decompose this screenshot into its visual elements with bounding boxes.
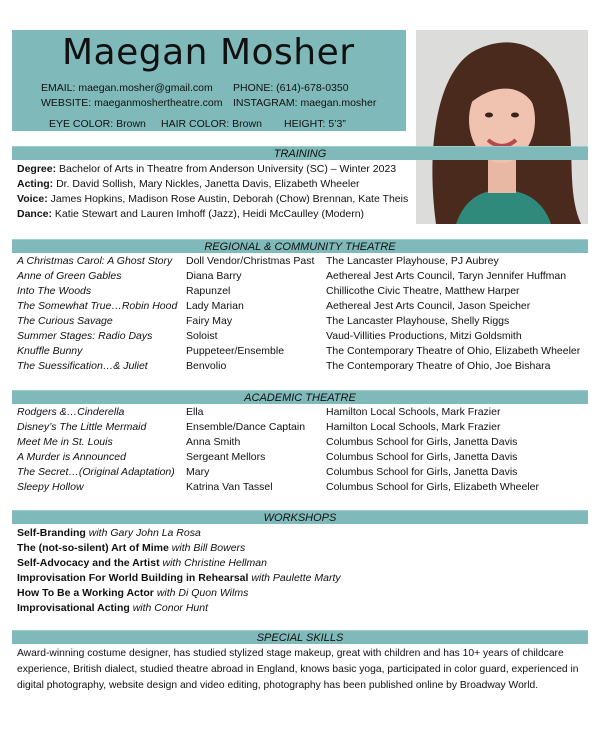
credit-row — [17, 344, 592, 359]
workshop-name: How To Be a Working Actor — [17, 587, 154, 599]
workshop-item — [17, 586, 341, 601]
academic-header: ACADEMIC THEATRE — [12, 390, 588, 404]
workshops-list — [17, 526, 341, 616]
role: Mary — [186, 466, 210, 478]
show-title: A Murder is Announced — [17, 451, 126, 463]
credit-row — [17, 299, 592, 314]
credit-row — [17, 405, 592, 420]
workshop-item — [17, 541, 341, 556]
workshop-instructor: with Di Quon Wilms — [153, 587, 249, 599]
role: Lady Marian — [186, 300, 244, 312]
eye-color: EYE COLOR: Brown — [49, 118, 146, 130]
academic-credits — [17, 405, 592, 495]
workshop-instructor: with Bill Bowers — [168, 542, 246, 554]
show-title: Meet Me in St. Louis — [17, 436, 113, 448]
company-director: Aethereal Jest Arts Council, Taryn Jennifer Huffman — [326, 270, 567, 282]
workshop-instructor: with Gary John La Rosa — [85, 527, 201, 539]
credit-row — [17, 254, 592, 269]
training-item: Dance: Katie Stewart and Lauren Imhoff (Jazz), Heidi McCaulley (Modern) — [17, 208, 365, 220]
company-director: Columbus School for Girls, Elizabeth Wheeler — [326, 481, 540, 493]
email: EMAIL: maegan.mosher@gmail.com — [41, 82, 213, 94]
workshops-header: WORKSHOPS — [12, 510, 588, 524]
website: WEBSITE: maeganmoshertheatre.com — [41, 97, 223, 109]
credit-row — [17, 435, 592, 450]
workshop-name: Improvisation For World Building in Rehearsal — [17, 572, 249, 584]
show-title: Disney’s The Little Mermaid — [17, 421, 147, 433]
company-director: Vaud-Villities Productions, Mitzi Goldsmith — [326, 330, 522, 342]
workshop-item — [17, 601, 341, 616]
training-item: Acting: Dr. David Sollish, Mary Nickles, Janetta Davis, Elizabeth Wheeler — [17, 178, 360, 190]
role: Rapunzel — [186, 285, 231, 297]
role: Diana Barry — [186, 270, 242, 282]
show-title: Summer Stages: Radio Days — [17, 330, 153, 342]
training-list — [17, 162, 408, 222]
regional-credits — [17, 254, 592, 374]
role: Ella — [186, 406, 204, 418]
show-title: Rodgers &…Cinderella — [17, 406, 125, 418]
workshop-name: Improvisational Acting — [17, 602, 130, 614]
headshot-photo — [416, 30, 588, 224]
company-director: The Contemporary Theatre of Ohio, Elizabeth Wheeler — [326, 345, 581, 357]
training-item: Degree: Bachelor of Arts in Theatre from Anderson University (SC) – Winter 2023 — [17, 163, 397, 175]
credit-row — [17, 314, 592, 329]
company-director: The Lancaster Playhouse, Shelly Riggs — [326, 315, 510, 327]
skills-header: SPECIAL SKILLS — [12, 630, 588, 644]
company-director: Hamilton Local Schools, Mark Frazier — [326, 421, 501, 433]
workshop-instructor: with Christine Hellman — [159, 557, 267, 569]
show-title: Into The Woods — [17, 285, 92, 297]
show-title: The Curious Savage — [17, 315, 113, 327]
role: Sergeant Mellors — [186, 451, 266, 463]
company-director: Chillicothe Civic Theatre, Matthew Harper — [326, 285, 520, 297]
show-title: Sleepy Hollow — [17, 481, 84, 493]
regional-header: REGIONAL & COMMUNITY THEATRE — [12, 239, 588, 253]
credit-row — [17, 465, 592, 480]
role: Katrina Van Tassel — [186, 481, 273, 493]
training-header: TRAINING — [12, 146, 588, 160]
show-title: The Somewhat True…Robin Hood — [17, 300, 178, 312]
show-title: The Suessification…& Juliet — [17, 360, 148, 372]
show-title: The Secret…(Original Adaptation) — [17, 466, 175, 478]
role: Fairy May — [186, 315, 233, 327]
role: Doll Vendor/Christmas Past — [186, 255, 315, 267]
workshop-instructor: with Conor Hunt — [129, 602, 208, 614]
credit-row — [17, 284, 592, 299]
credit-row — [17, 269, 592, 284]
role: Anna Smith — [186, 436, 241, 448]
role: Ensemble/Dance Captain — [186, 421, 306, 433]
workshop-item — [17, 571, 341, 586]
credit-row — [17, 420, 592, 435]
role: Puppeteer/Ensemble — [186, 345, 285, 357]
company-director: Columbus School for Girls, Janetta Davis — [326, 451, 518, 463]
hair-color: HAIR COLOR: Brown — [161, 118, 262, 130]
full-name: Maegan Mosher — [62, 32, 355, 73]
training-item: Voice: James Hopkins, Madison Rose Austin, Deborah (Chow) Brennan, Kate Theis — [17, 193, 409, 205]
company-director: Aethereal Jest Arts Council, Jason Speicher — [326, 300, 531, 312]
company-director: Columbus School for Girls, Janetta Davis — [326, 436, 518, 448]
instagram: INSTAGRAM: maegan.mosher — [233, 97, 377, 109]
show-title: A Christmas Carol: A Ghost Story — [17, 255, 173, 267]
credit-row — [17, 450, 592, 465]
skills-text: Award-winning costume designer, has studied stylized stage makeup, great with children and has 10+ years of childcare experience, British dialect, studied theatre abroad in England, knows basic yoga, participated in color guard, experienced in digital photography, website design and video editing, photography has been published online by Broadway World. — [17, 648, 579, 691]
show-title: Anne of Green Gables — [17, 270, 122, 282]
workshop-instructor: with Paulette Marty — [248, 572, 341, 584]
phone: PHONE: (614)-678-0350 — [233, 82, 349, 94]
workshop-name: The (not-so-silent) Art of Mime — [17, 542, 169, 554]
show-title: Knuffle Bunny — [17, 345, 83, 357]
workshop-item — [17, 556, 341, 571]
role: Benvolio — [186, 360, 227, 372]
credit-row — [17, 329, 592, 344]
workshop-name: Self-Branding — [17, 527, 86, 539]
company-director: The Lancaster Playhouse, PJ Aubrey — [326, 255, 499, 267]
credit-row — [17, 359, 592, 374]
header-box — [12, 30, 406, 131]
credit-row — [17, 480, 592, 495]
height: HEIGHT: 5’3” — [284, 118, 346, 130]
workshop-item — [17, 526, 341, 541]
workshop-name: Self-Advocacy and the Artist — [17, 557, 160, 569]
role: Soloist — [186, 330, 218, 342]
company-director: Columbus School for Girls, Janetta Davis — [326, 466, 518, 478]
company-director: Hamilton Local Schools, Mark Frazier — [326, 406, 501, 418]
company-director: The Contemporary Theatre of Ohio, Joe Bishara — [326, 360, 551, 372]
